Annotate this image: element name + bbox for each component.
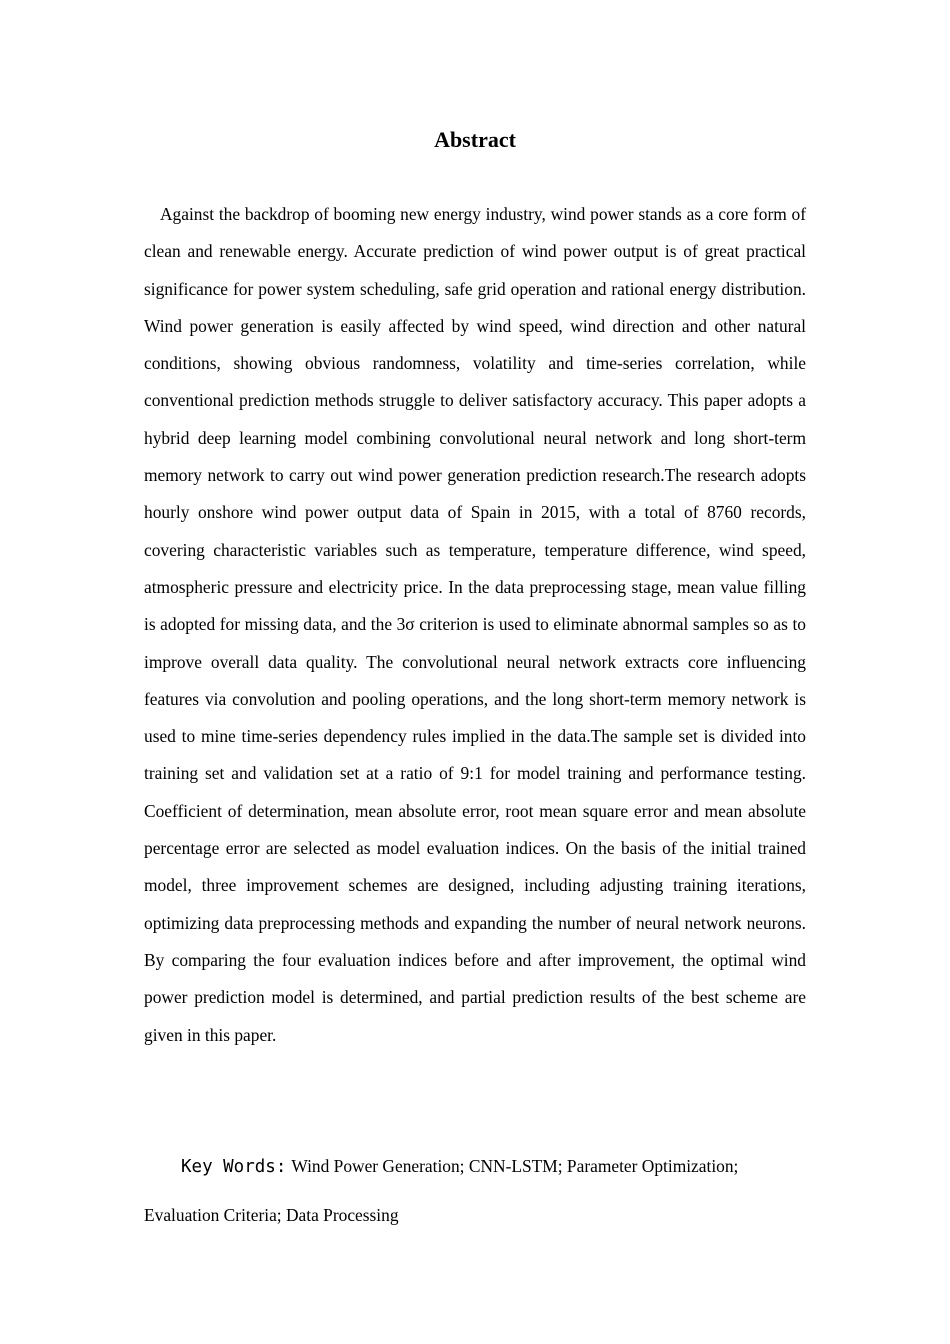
abstract-body: Against the backdrop of booming new energy industry, wind power stands as a core form of clean and renewable energy. Accurate prediction of wind power output is of great practical significance for power system scheduling, safe grid operation and rational energy distribution. Wind power generation is easily affected by wind speed, wind direction and other natural conditions, showing obvious randomness, volatility and time-series correlation, while conventional prediction methods struggle to deliver satisfactory accuracy. This paper adopts a hybrid deep learning model combining convolutional neural network and long short-term memory network to carry out wind power generation prediction research.The research adopts hourly onshore wind power output data of Spain in 2015, with a total of 8760 records, covering characteristic variables such as temperature, temperature difference, wind speed, atmospheric pressure and electricity price. In the data preprocessing stage, mean value filling is adopted for missing data, and the 3σ criterion is used to eliminate abnormal samples so as to improve overall data quality. The convolutional neural network extracts core influencing features via convolution and pooling operations, and the long short-term memory network is used to mine time-series dependency rules implied in the data.The sample set is divided into training set and validation set at a ratio of 9:1 for model training and performance testing. Coefficient of determination, mean absolute error, root mean square error and mean absolute percentage error are selected as model evaluation indices. On the basis of the initial trained model, three improvement schemes are designed, including adjusting training iterations, optimizing data preprocessing methods and expanding the number of neural network neurons. By comparing the four evaluation indices before and after improvement, the optimal wind power prediction model is determined, and partial prediction results of the best scheme are given in this paper. xyxy=(144,204,806,1045)
keywords-line xyxy=(144,1143,806,1239)
keywords-label: Key Words: xyxy=(181,1157,287,1177)
abstract-title: Abstract xyxy=(434,127,516,152)
keywords-text: Wind Power Generation; CNN-LSTM; Parameter Optimization; Evaluation Criteria; Data Processing xyxy=(144,1156,739,1225)
